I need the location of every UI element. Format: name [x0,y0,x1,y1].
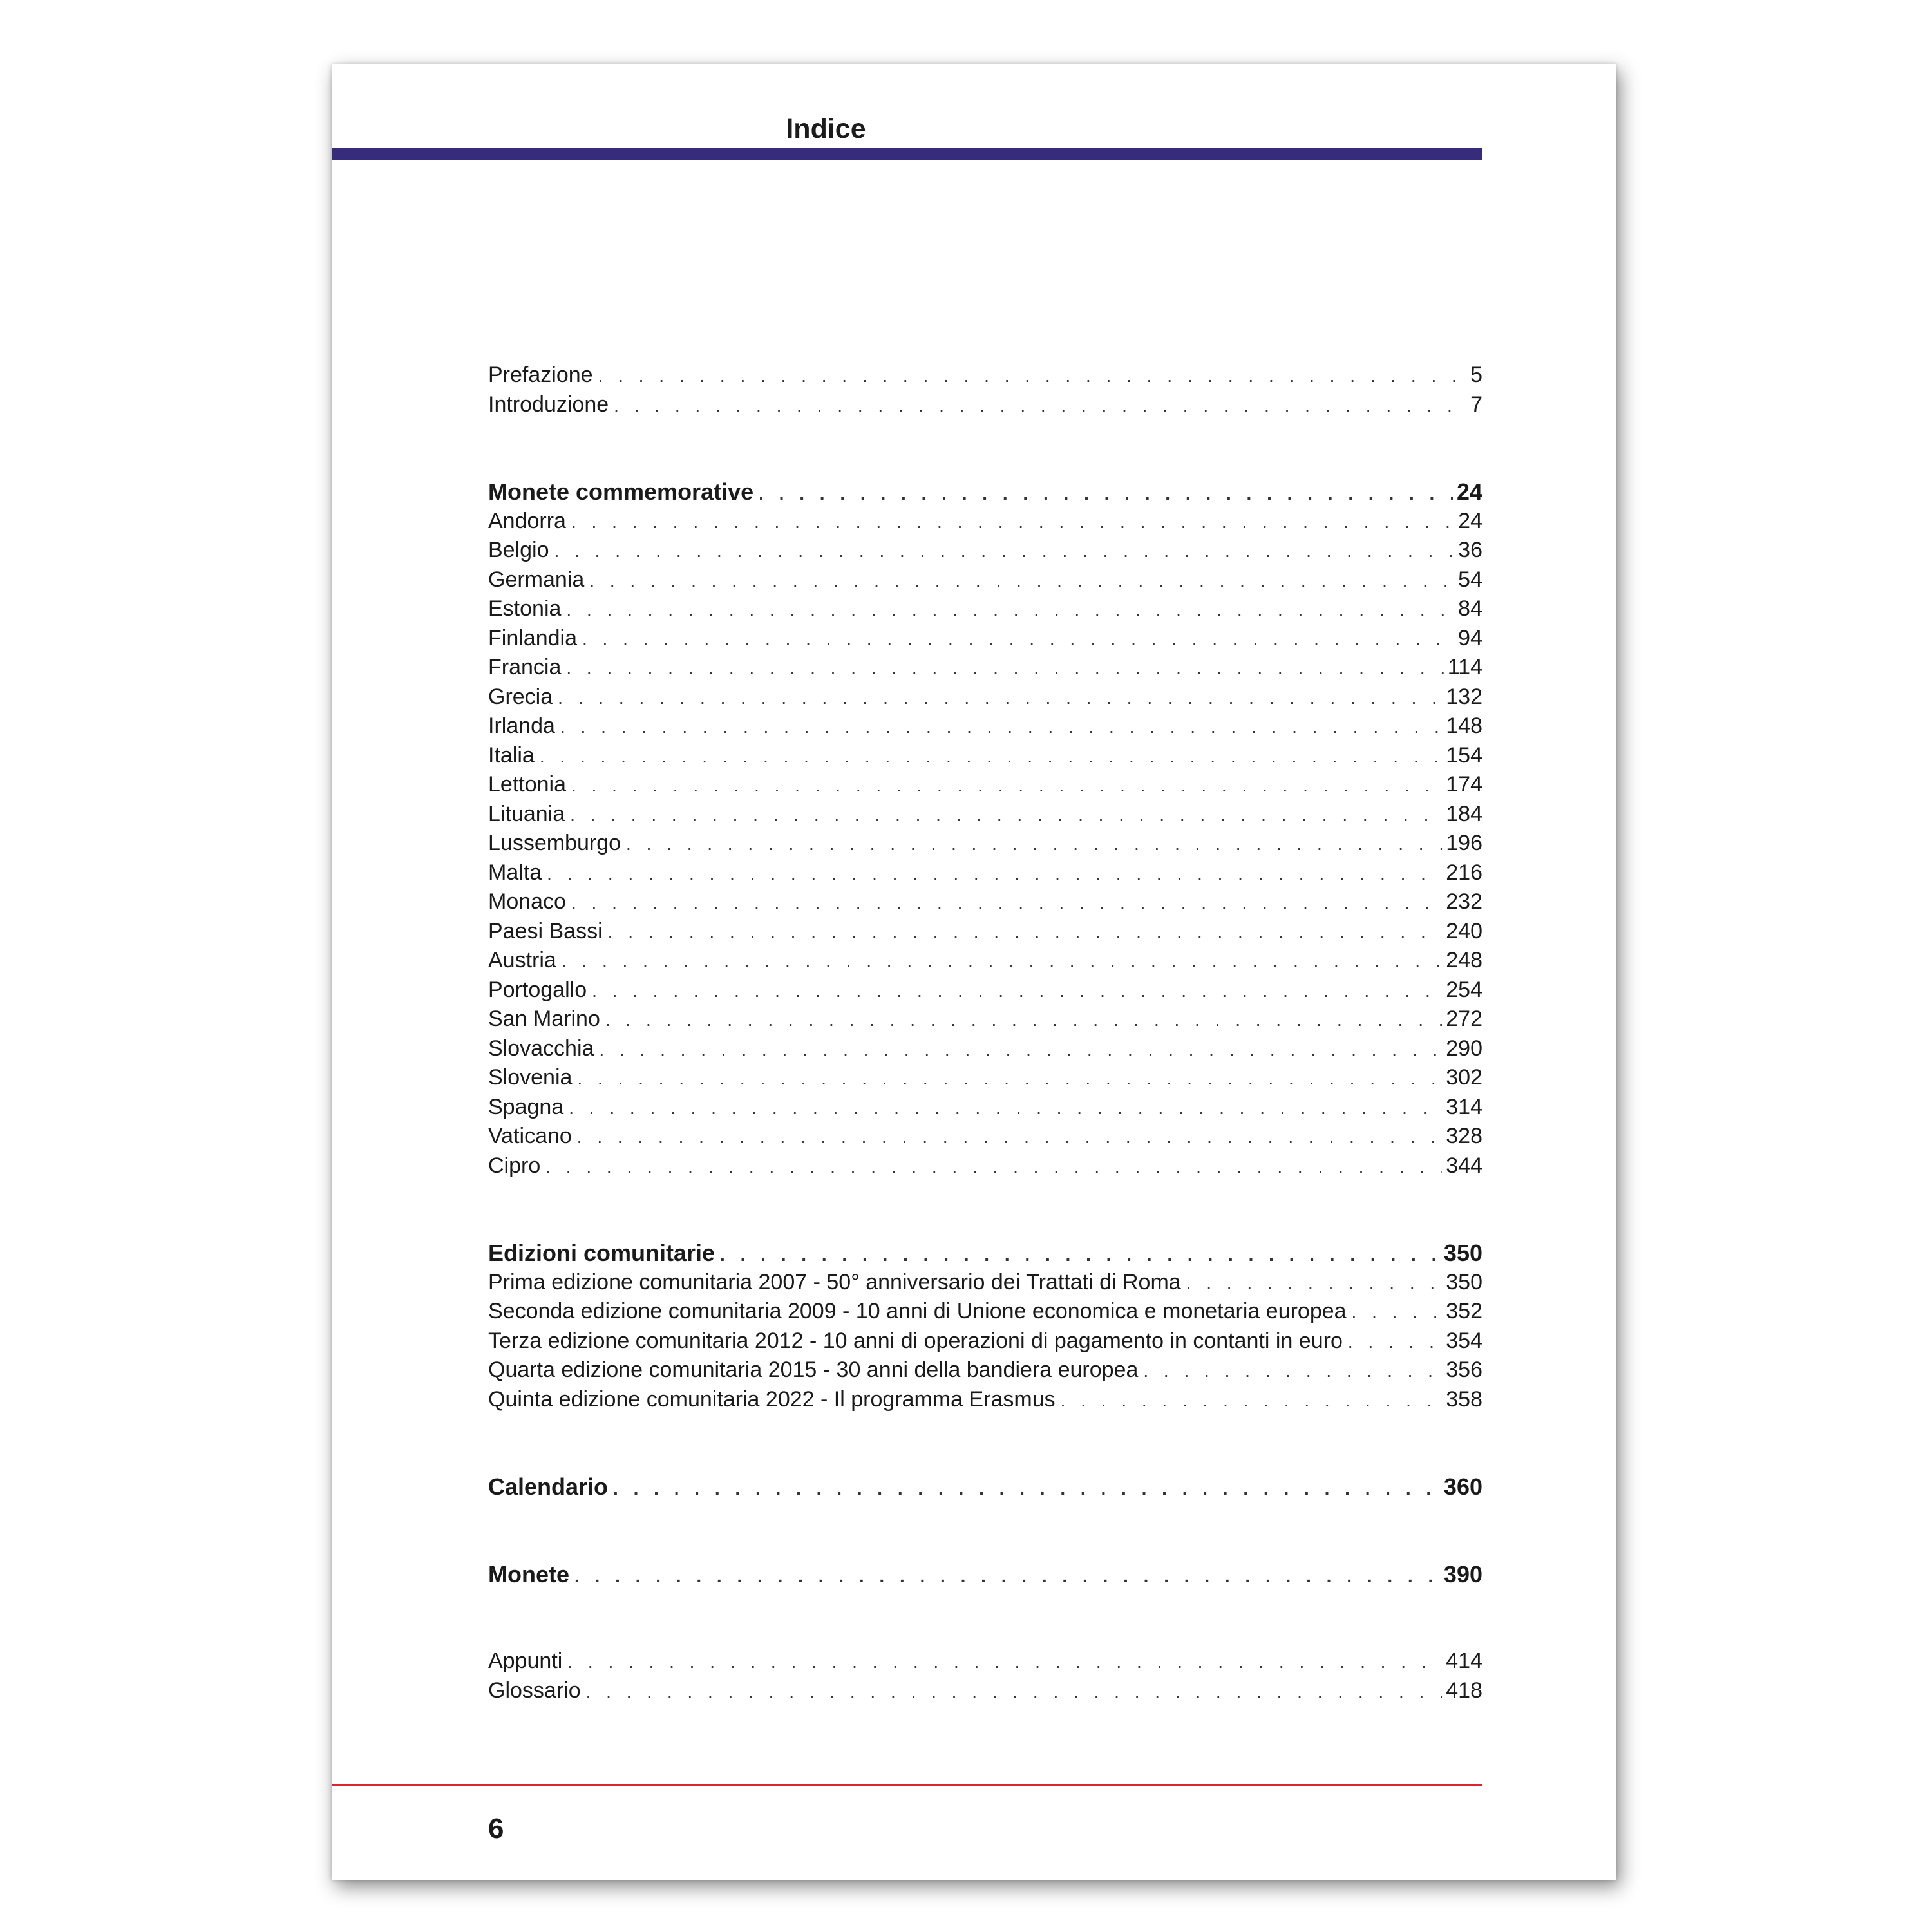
leader-dots [1186,1269,1443,1298]
toc-entry[interactable] [488,1268,1482,1298]
toc-entry-label: Belgio [488,538,549,562]
toc-entry-page: 302 [1446,1065,1482,1090]
toc-entry-page: 354 [1446,1328,1482,1353]
leader-dots [558,683,1442,713]
toc-entry-label: Lettonia [488,772,566,797]
toc-entry-label: Austria [488,948,556,972]
section-gap [488,1502,1482,1560]
toc-entry-page: 418 [1446,1678,1482,1703]
toc-entry-label: Appunti [488,1649,563,1673]
toc-entry-label: Germania [488,567,585,592]
toc-entry[interactable] [488,1005,1482,1034]
leader-dots [545,1152,1442,1182]
leader-dots [614,391,1466,421]
leader-dots [569,1094,1442,1123]
toc-entry-introduzione[interactable] [488,390,1482,420]
toc-entry-label: Spagna [488,1094,564,1119]
leader-dots [720,1240,1440,1270]
document-page [332,64,1616,1880]
toc-entry-page: 84 [1458,596,1482,621]
toc-back-group [488,1647,1482,1705]
toc-heading-community[interactable] [488,1238,1482,1268]
toc-entry[interactable] [488,770,1482,800]
toc-heading-calendar[interactable] [488,1472,1482,1502]
leader-dots [626,829,1442,859]
leader-dots [1061,1386,1443,1416]
leader-dots [570,800,1442,830]
toc-entry-page: 7 [1470,392,1482,417]
leader-dots [1143,1356,1442,1386]
toc-entry-label: Slovacchia [488,1036,594,1061]
toc-entry-label: Francia [488,655,562,679]
toc-entry-label: Prima edizione comunitaria 2007 - 50° anniversario dei Trattati di Roma [488,1269,1181,1294]
toc-entry[interactable] [488,683,1482,712]
toc-entry-label: Andorra [488,508,566,533]
toc-entry-prefazione[interactable] [488,361,1482,390]
section-gap [488,1414,1482,1472]
toc-entry-page: 314 [1446,1094,1482,1119]
leader-dots [582,625,1454,654]
toc-entry[interactable] [488,1297,1482,1327]
toc-entry[interactable] [488,946,1482,976]
toc-entry-page: 54 [1458,567,1482,592]
toc-entry-label: Portogallo [488,977,587,1002]
toc-entry-appunti[interactable] [488,1647,1482,1676]
leader-dots [605,1005,1442,1035]
leader-dots [598,361,1467,391]
toc-community-list [488,1268,1482,1415]
toc-entry-label: Introduzione [488,392,609,417]
leader-dots [577,1122,1442,1152]
leader-dots [547,859,1442,889]
toc-entry-page: 328 [1446,1124,1482,1148]
toc-entry-label: Seconda edizione comunitaria 2009 - 10 anni di Unione economica e monetaria europea [488,1299,1347,1323]
toc-entry[interactable] [488,712,1482,741]
toc-entry-page: 196 [1446,831,1482,855]
section-gap [488,1180,1482,1238]
page-title [332,103,1320,155]
toc-entry[interactable] [488,565,1482,595]
toc-entry-page: 216 [1446,860,1482,885]
toc-entry[interactable] [488,653,1482,683]
toc-entry-label: Slovenia [488,1065,573,1090]
toc-heading-page: 350 [1443,1240,1482,1266]
toc-heading-page: 360 [1443,1473,1482,1500]
toc-entry[interactable] [488,507,1482,536]
toc-entry-label: Quinta edizione comunitaria 2022 - Il programma Erasmus [488,1387,1056,1412]
toc-entry[interactable] [488,887,1482,917]
toc-entry-page: 350 [1446,1269,1482,1294]
toc-entry[interactable] [488,594,1482,624]
leader-dots [608,918,1443,947]
toc-entry-page: 94 [1458,625,1482,650]
leader-dots [540,742,1442,772]
toc-heading-commemorative[interactable] [488,477,1482,507]
toc-entry[interactable] [488,741,1482,771]
toc-entry-page: 356 [1446,1358,1482,1382]
toc-entry-label: Grecia [488,684,553,709]
leader-dots [592,976,1442,1006]
leader-dots [1348,1327,1442,1357]
toc-entry-label: Monaco [488,889,566,914]
leader-dots [566,654,1443,683]
toc-entry-page: 232 [1446,889,1482,914]
toc-entry-label: Prefazione [488,363,593,387]
toc-entry-label: Quarta edizione comunitaria 2015 - 30 anni della bandiera europea [488,1358,1139,1382]
title-rule [332,148,1482,160]
toc-entry[interactable] [488,1034,1482,1064]
toc-entry-label: Lituania [488,801,565,826]
toc-entry-page: 5 [1470,363,1482,387]
toc-entry[interactable] [488,976,1482,1005]
toc-entry[interactable] [488,1356,1482,1385]
leader-dots [599,1035,1442,1065]
toc-entry-label: Malta [488,860,542,885]
toc-entry-label: Cipro [488,1153,541,1178]
toc-community-group [488,1238,1482,1414]
section-gap [488,419,1482,477]
toc-entry-label: Vaticano [488,1124,572,1148]
toc-commemorative-group [488,477,1482,1180]
toc-entry-page: 24 [1458,508,1482,533]
toc-heading-page: 24 [1456,478,1482,505]
leader-dots [586,1677,1443,1707]
leader-dots [567,1647,1442,1677]
toc-entry-page: 132 [1446,684,1482,709]
leader-dots [571,888,1442,918]
toc-entry-page: 184 [1446,801,1482,826]
toc-entry-page: 114 [1447,655,1482,679]
toc-entry[interactable] [488,1151,1482,1181]
toc-entry[interactable] [488,858,1482,888]
toc-entry[interactable] [488,1385,1482,1415]
toc-heading-label: Edizioni comunitarie [488,1240,715,1266]
toc-entry-label: Paesi Bassi [488,918,603,943]
toc-entry-label: Estonia [488,596,562,621]
toc-entry[interactable] [488,1327,1482,1356]
toc-entry[interactable] [488,917,1482,947]
leader-dots [554,536,1455,566]
leader-dots [589,566,1454,596]
leader-dots [574,1562,1440,1591]
leader-dots [560,712,1442,742]
toc-heading-page: 390 [1443,1560,1482,1587]
leader-dots [562,947,1442,976]
toc-heading-label: Calendario [488,1473,609,1500]
leader-dots [613,1474,1440,1504]
leader-dots [566,595,1454,625]
toc-front-group [488,361,1482,419]
toc-entry[interactable] [488,1093,1482,1122]
toc-entry-page: 248 [1446,948,1482,972]
toc-entry[interactable] [488,624,1482,654]
toc-commemorative-list [488,507,1482,1181]
footer-rule [332,1784,1482,1786]
toc-entry-label: Finlandia [488,625,577,650]
toc-entry-page: 344 [1446,1153,1482,1178]
page-title-text: Indice [786,113,866,144]
leader-dots [759,479,1453,509]
table-of-contents [488,361,1482,1705]
toc-entry[interactable] [488,1122,1482,1151]
toc-entry-page: 358 [1446,1387,1482,1412]
toc-entry-page: 290 [1446,1036,1482,1061]
toc-entry-label: San Marino [488,1007,600,1031]
toc-entry-label: Glossario [488,1678,581,1703]
toc-entry[interactable] [488,829,1482,858]
toc-entry-label: Terza edizione comunitaria 2012 - 10 anni di operazioni di pagamento in contanti in euro [488,1328,1343,1353]
toc-entry-page: 272 [1446,1007,1482,1031]
toc-entry-page: 36 [1458,538,1482,562]
toc-entry-glossario[interactable] [488,1676,1482,1706]
toc-heading-label: Monete [488,1560,569,1587]
leader-dots [571,507,1454,537]
toc-entry[interactable] [488,1063,1482,1093]
toc-entry-label: Lussemburgo [488,831,621,855]
section-gap [488,1589,1482,1647]
toc-entry[interactable] [488,800,1482,829]
toc-heading-coins[interactable] [488,1560,1482,1589]
page-number: 6 [488,1813,504,1844]
toc-entry-page: 414 [1446,1649,1482,1673]
toc-entry-page: 254 [1446,977,1482,1002]
toc-entry-label: Italia [488,743,535,768]
toc-entry-page: 240 [1446,918,1482,943]
toc-entry-page: 148 [1446,714,1482,738]
toc-entry-page: 154 [1446,743,1482,768]
toc-entry-page: 352 [1446,1299,1482,1323]
toc-heading-label: Monete commemorative [488,478,754,505]
leader-dots [571,771,1442,800]
toc-entry-label: Irlanda [488,714,555,738]
leader-dots [1352,1298,1443,1327]
leader-dots [577,1064,1442,1094]
toc-entry[interactable] [488,536,1482,565]
toc-entry-page: 174 [1446,772,1482,797]
